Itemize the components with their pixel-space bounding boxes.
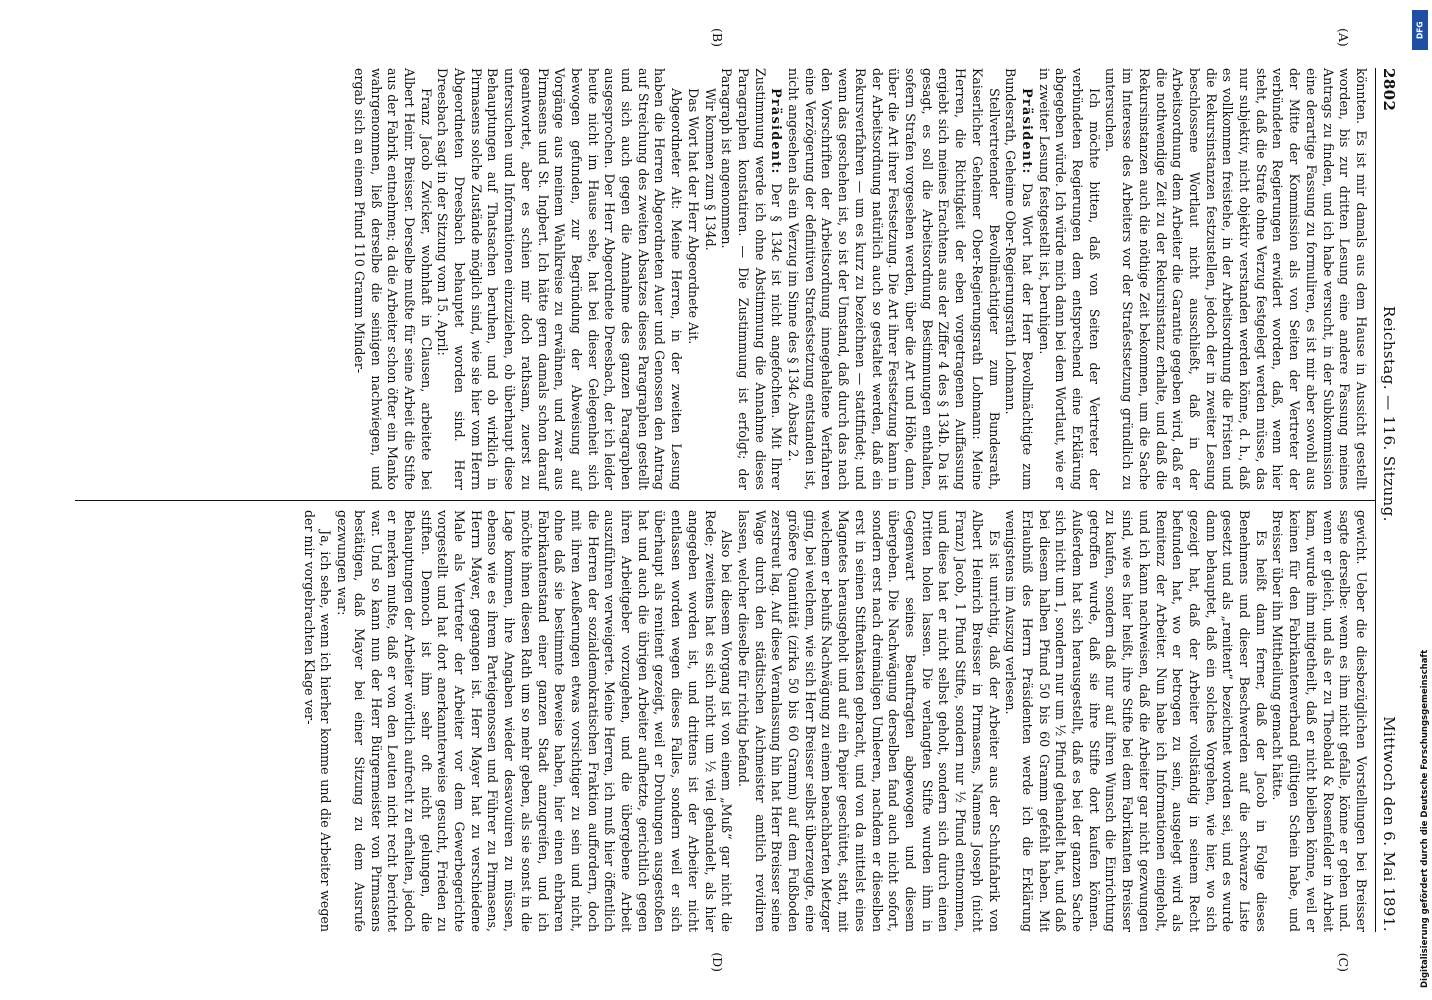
paragraph-text: Das Wort hat der Herr Abgeordnete Ait. xyxy=(685,88,701,345)
margin-marker-b: (B) xyxy=(710,28,725,47)
dfg-credit-text: Digitalisierung gefördert durch die Deutsche Forschungsgemeinschaft xyxy=(1420,649,1430,988)
paragraph-text: könnten. Es ist mir damals aus dem Hause in Aussicht gestellt worden, bis zur dritten Lesung eine andere Fassung meines Antrags zu finden, und ich habe versucht, in der Subkommission eine derartige Fassung zu formuliren, es ist mir aber sowohl aus der Mitte der Kommission als von Seiten der Vertreter der verbündeten Regierungen erwidert worden, daß, wenn hier steht, daß die Strafe ohne Verzug festgelegt werden müsse, das nur subjektiv, nicht objektiv verstanden werden könne, d. h., daß es vollkommen freistehe, in der Arbeitsordnung die Fristen und die Rekursinstanzen festzustellen, jedoch der in zweiter Lesung beschlossene Wortlaut nicht ausschließt, daß in der Arbeitsordnung dem Arbeiter die Garantie gegeben wird, daß er die nothwendige Zeit zu der Rekursinstanz erhalte, und daß die Rekursinstanzen auch die nöthige Zeit bekommen, um die Sache im Interesse des Arbeiters vor der Strafestsetzung gründlich zu untersuchen. xyxy=(1103,68,1369,490)
paragraph-text: Es ist unrichtig, daß der Arbeiter aus der Schuhfabrik von Albert Heinrich Breisser in Pirmasens, Namens Joseph (nicht Franz) Jacob, 1 Pfund Stifte, sondern nur ½ Pfund entnommen, und diese hat er nicht selbst geholt, sondern sich durch einen Dritten holen lassen. Die verlangten Stifte wurden ihm in Gegenwart seines Beauftragten abgewogen und diesem übergeben. Die Nachwägung derselben fand auch nicht sofort, sondern erst nach dreimaligen Umleeren, nachdem er dieselben erst in seinen Stiftenkasten gebracht, und von da mittelst eines Magnetes herausgeholt und auf ein Papier geschüttet, statt, mit welchem er behufs Nachwägung zu einem benachbarten Metzger ging, bei welchem, wie sich Herr Breisser selbst überzeugte, eine größere Quantität (zirka 50 bis 60 Gramm) auf dem Fußboden zerstreut lag. Auf diese Veranlassung hin hat Herr Breisser seine Wage durch den städtischen Aichmeister amtlich revidiren lassen, welcher dieselbe für richtig befand. xyxy=(735,510,1002,932)
speaker-label: Präsident: xyxy=(1019,88,1035,175)
text-columns xyxy=(75,28,1375,972)
paragraph-text: Stellvertretender Bevollmächtigter zum Bundesrath, Kaiserlicher Geheimer Ober-Regierungsrath Lohmann: Meine Herren, die Richtigkeit der eben vorgetragenen Auffassung ergiebt sich meines Erachtens aus der Ziffer 4 des § 134b. Da ist gesagt, es soll die Arbeitsordnung Bestimmungen enthalten, sofern Strafen vorgesehen werden, über die Art und Höhe, dann über die Art ihrer Festsetzung. Die Art ihrer Festsetzung kann in der Arbeitsordnung natürlich auch so gestaltet werden, daß ein Rekursverfahren — um es kurz zu bezeichnen — stattfindet; und wenn das geschehen ist, so ist der Umstand, daß durch das nach den Vorschriften der Arbeitsordnung innegehaltene Verfahren eine Verzögerung der definitiven Strafestsetzung entstanden ist, nicht angesehen als ein Verzug im Sinne des § 134c Absatz 2. xyxy=(786,68,1002,490)
paragraph xyxy=(1269,510,1369,932)
paragraph xyxy=(350,68,434,490)
paragraph-text: Abgeordneter Ait: Meine Herren, in der zweiten Lesung haben die Herren Abgeordneten Auer und Genossen den Antrag auf Streichung des zweiten Absatzes dieses Paragraphen gestellt und sich auch gegen die Annahme des ganzen Paragraphen ausgesprochen. Der Herr Abgeordnete Dreesbach, der ich leider heute nicht im Hause sehe, hat bei dieser Gelegenheit sich bewogen gefunden, zur Begründung der Abweisung auf Vorgänge aus meinem Wahlkreise zu erwähnen, und zwar aus Pirmasens und St. Ingbert. Ich hätte gern damals schon darauf geantwortet, aber es schien mir doch rathsam, zuerst zu untersuchen und Informationen einzuziehen, ob überhaupt diese Behauptungen auf Thatsachen beruhen, und ob wirklich in Pirmasens solche Zustände möglich sind, wie sie hier vom Herrn Abgeordneten Dreesbach behauptet worden sind. Herr Dreesbach sagt in der Sitzung vom 15. April: xyxy=(435,68,685,490)
paragraph-text: Franz Jacob Zwicker, wohnhaft in Clausen, arbeitete bei Albert Heinr. Breisser. Derselbe mußte für seine Arbeit die Stifte aus der Fabrik entnehmen; da die Arbeiter schon öfter ein Manko wahrgenommen, ließ derselbe die seinigen nachwiegen, und ergab sich an einem Pfund 110 Gramm Minder- xyxy=(351,68,434,490)
paragraph-text: Der § 134c ist nicht angefochten. Mit Ihrer Zustimmung werde ich ohne Abstimmung die Annahme dieses Paragraphen konstatiren. — Die Zustimmung ist erfolgt; der Paragraph ist angenommen. xyxy=(719,68,785,490)
paragraph xyxy=(434,68,685,490)
paragraph xyxy=(1035,68,1102,490)
paragraph-text: gewicht. Ueber die diesbezüglichen Vorstellungen bei Breisser sagte derselbe: wenn es ihm nicht gefalle, könne er gehen und. wenn er gleich, und als er zu Theobald & Rosenfelder in Arbeit kam, wurde ihm mitgetheilt, daß er nicht bleiben könne, weil er keinen für den Fabrikantenverband gültigen Schein habe, und Breisser über ihn Mittheilung gemacht hätte. xyxy=(1270,510,1369,932)
left-column xyxy=(75,68,1375,490)
paragraph xyxy=(718,68,785,490)
paragraph-text: Das Wort hat der Herr Bevollmächtigte zum Bundesrath, Geheime Ober-Regierungsrath Lohmann. xyxy=(1003,68,1035,490)
paragraph xyxy=(1002,510,1269,932)
paragraph xyxy=(1002,68,1035,490)
speaker-label: Präsident: xyxy=(769,88,785,175)
dfg-credit xyxy=(1406,8,1430,993)
paragraph xyxy=(1102,68,1369,490)
header-date: Mittwoch den 6. Mai 1891. xyxy=(1380,716,1398,932)
paragraph xyxy=(734,510,1001,932)
paragraph-text: Also bei diesem Vorgang ist von einem „Muß“ gar nicht die Rede; zweitens hat es sich nicht um ½ viel gehandelt, als hier angegeben worden ist, und drittens ist der Arbeiter nicht entlassen worden wegen dieses Falles, sondern weil er sich überhaupt als renitent gezeigt, weil er Drohungen ausgestoßen hat und auch die übrigen Arbeiter aufhetzte, gerichtlich gegen ihren Arbeitgeber vorzugehen, und die übergebene Arbeit auszuführen verweigerte. Meine Herren, ich muß hier öffentlich die Herren der sozialdemokratischen Fraktion auffordern, doch mit ihren Aeußerungen etwas vorsichtiger zu sein und nicht, ohne daß sie bestimmte Beweise haben, hier einen ehrbaren Fabrikantenstand einer ganzen Stadt anzugreifen, und ich möchte ihnen diesen Rath um so mehr geben, als sie sonst in die Lage kommen, ihre Angaben wieder desavouiren zu müssen, ebenso wie es ihrem Parteigenossen und Führer zu Pirmasens, Herrn Mayer, gegangen ist. Herr Mayer hat zu verschiedene Male als Vertreter der Arbeiter vor dem Gewerbegerichte vorgestellt und hat dort anerkannterweise gesucht, Frieden zu stiften. Dennoch ist ihm sehr oft nicht gelungen, die Behauptungen der Arbeiter wörtlich aufrecht zu erhalten, jedoch er merken mußte, daß er von den Leuten nicht recht berichtet war. Und so kann nun der Herr Bürgermeister von Pirmasens bestätigen, daß Mayer bei einer Sitzung zu dem Ausrufe gezwungen war: xyxy=(335,510,735,932)
paragraph xyxy=(701,68,718,490)
margin-marker-a: (A) xyxy=(1336,28,1351,47)
paragraph xyxy=(684,68,701,490)
paragraph-text: Wir kommen zum § 134d. xyxy=(702,88,718,251)
dfg-logo: DFG xyxy=(1412,10,1428,50)
paragraph xyxy=(784,68,1001,490)
rotated-document-page xyxy=(42,20,1412,980)
margin-marker-d: (D) xyxy=(710,952,725,972)
paragraph xyxy=(333,510,734,932)
header-session: Reichstag. — 116. Sitzung. xyxy=(1380,305,1398,522)
page-number: 2802 xyxy=(1380,68,1398,112)
paragraph xyxy=(300,510,333,932)
paragraph-text: Ich möchte bitten, daß von Seiten der Vertreter der verbündeten Regierungen dem entsprechend eine Erklärung abgegeben würde. Ich würde mich dann bei dem Wortlaut, wie er in zweiter Lesung festgestellt ist, beruhigen. xyxy=(1036,68,1102,490)
paragraph-text: Ja, ich sehe, wenn ich hierher komme und die Arbeiter wegen der mir vorgebrachten Klage ver- xyxy=(301,510,334,932)
page-header xyxy=(1375,68,1398,932)
margin-marker-c: (C) xyxy=(1336,952,1351,972)
paragraph-text: Es heißt dann ferner, daß der Jacob in Folge dieses Benehmens und dieser Beschwerden auf die schwarze Liste gesetzt und als „renitent“ bezeichnet worden sei, und es wurde dann behauptet, daß ein solches Vorgehen, wie hier, wo sich gezeigt hat, daß der Arbeiter vollständig in seinem Recht befunden hat, wo er betrogen zu sein, ausgelegt wird als Renitenz der Arbeiter. Nun habe ich Informationen eingeholt, und ich kann nachweisen, daß die Arbeiter gar nicht gezwungen sind, wie es hier heißt, ihre Stifte bei dem Fabrikanten Breisser zu kaufen, sondern daß nur auf ihren Wunsch die Einrichtung getroffen wurde, daß sie ihre Stifte dort kaufen können. Außerdem hat sich herausgestellt, daß es bei der ganzen Sache sich nicht um 1, sondern nur um ½ Pfund gehandelt hat, und daß bei diesem halben Pfund 50 bis 60 Gramm gefehlt haben. Mit Erlaubniß des Herrn Präsidenten werde ich die Erklärung wenigstens im Auszug verlesen. xyxy=(1003,510,1269,932)
right-column xyxy=(75,510,1375,932)
